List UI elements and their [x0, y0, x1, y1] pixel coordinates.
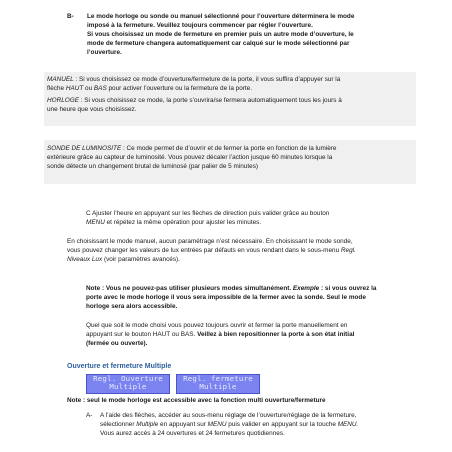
item-a-line1: A l’aide des flèches, accéder au sous-menu réglage de l’ouverture/réglage de la fermeture, [100, 412, 357, 419]
regl-label: Regl. [340, 247, 356, 254]
manual-text-pre: flèche [47, 85, 66, 92]
note1-line1 [86, 284, 426, 293]
para-manual-line3 [67, 255, 427, 264]
item-a-line2-pre: sélectionner [100, 421, 137, 428]
sonde-line3: sonde détecte un changement brutal de luminosé (par palier de 5 minutes) [47, 163, 259, 170]
para-manual-line1: En choisissant le mode manuel, aucun paramétrage n’est nécessaire. En choisissant le mode sonde, [67, 238, 353, 245]
lcd-fermeture-multiple [176, 374, 260, 394]
exemple-label: Exemple [292, 285, 320, 292]
manual-term: MANUEL [47, 76, 74, 83]
note-multi: Note : seul le mode horloge est accessible avec la fonction multi ouverture/fermeture [67, 397, 326, 404]
item-a-line2-mid: en appuyant sur [158, 421, 208, 428]
note1-text: Note : Vous ne pouvez-pas utiliser plusieurs modes simultanément. [86, 285, 293, 292]
item-a-text [100, 411, 430, 438]
item-b-text [87, 12, 427, 57]
horloge-line1 [47, 96, 415, 105]
para-quel-line3: (fermée ou ouverte). [86, 340, 148, 347]
lcd-line2: Multiple [199, 382, 237, 391]
manual-line2 [47, 84, 415, 93]
item-a-marker: A- [86, 412, 93, 419]
lcd-line1: Regl. fermeture [183, 374, 253, 383]
para-c-line2-text: et répétez la même opération pour ajuster les minutes. [104, 219, 262, 226]
haut-label: HAUT [65, 85, 84, 92]
lcd-line2: Multiple [109, 382, 147, 391]
para-manual-sonde [67, 237, 427, 264]
section-heading: Ouverture et fermeture Multiple [67, 363, 172, 370]
note1-tail: : si vous ouvrez la [319, 285, 377, 292]
para-c-line2 [86, 218, 416, 227]
sonde-term: SONDE DE LUMINOSITE [47, 145, 122, 152]
item-b-line: Si vous choisissez un mode de fermeture en premier puis un autre mode d’ouverture, le [87, 31, 354, 38]
mode-manual-horloge-text [47, 75, 415, 114]
mode-sonde-text [47, 144, 415, 171]
para-c [86, 209, 416, 227]
bas-label: BAS [93, 85, 107, 92]
menu-label: MENU [86, 219, 105, 226]
para-manual-line2 [67, 246, 427, 255]
lcd-line1: Regl. Ouverture [93, 374, 163, 383]
item-a-line2-post: puis valider en appuyant sur la touche [226, 421, 338, 428]
item-a-line2 [100, 420, 430, 429]
note1-line3: horloge sera alors accessible. [86, 303, 178, 310]
para-c-line1: C Ajuster l’heure en appuyant sur les flèches de direction puis valider grâce au bouton [86, 210, 330, 217]
manual-text-post: pour activer l’ouverture ou la fermeture de la porte. [106, 85, 253, 92]
sonde-line2: extérieure grâce au capteur de luminosité. Vous pouvez décaler l’action jusque 60 minutes lorsque la [47, 154, 333, 161]
horloge-text-a: : Si vous choisissez ce mode, la porte s’ouvrira/se fermera automatiquement tous les jours à [78, 97, 342, 104]
item-a-line3: Vous aurez accès à 24 ouvertures et 24 fermetures quotidiennes. [100, 430, 285, 437]
menu-label: MENU [207, 421, 227, 428]
niveaux-lux-label: Niveaux Lux [67, 256, 103, 263]
para-manual-line3-text: (voir paramètres avancés). [102, 256, 180, 263]
manual-text-a: : Si vous choisissez ce mode d’ouverture/fermeture de la porte, il vous suffira d’appuyer sur la [73, 76, 341, 83]
item-b-marker: B- [67, 13, 74, 20]
item-b-line: mode de fermeture changera automatiquement car calqué sur le mode sélectionné par [87, 40, 350, 47]
lcd-ouverture-multiple [86, 374, 170, 394]
para-quel-line1: Quel que soit le mode choisi vous pouvez toujours ouvrir et fermer la porte manuellement en [86, 322, 348, 329]
item-b-line: Le mode horloge ou sonde ou manuel sélectionné pour l’ouverture déterminera le mode [87, 13, 355, 20]
menu-label: MENU. [337, 421, 359, 428]
note-simultaneous [86, 284, 426, 311]
note1-line2: porte avec le mode horloge il vous sera impossible de la fermer avec la sonde. Seul le mode [86, 294, 366, 301]
manual-line1 [47, 75, 415, 84]
item-b-line: l’ouverture. [87, 49, 122, 56]
ou-label: ou [83, 85, 94, 92]
item-b-line: imposé à la fermeture. Veuillez toujours commencer par régler l’ouverture. [87, 22, 313, 29]
horloge-term: HORLOGE [47, 97, 79, 104]
multiple-label: Multiple [136, 421, 159, 428]
para-quel-line2 [86, 330, 426, 339]
sonde-line1 [47, 144, 415, 153]
sonde-text-1: : Ce mode permet de d’ouvrir et de fermer la porte en fonction de la lumière [121, 145, 337, 152]
horloge-line2: une heure que vous choisissez. [47, 106, 137, 113]
para-quel-line2-text: appuyant sur le bouton HAUT ou BAS. [86, 331, 198, 338]
para-quel-bold: Veillez à bien repositionner la porte à son état initial [197, 331, 355, 338]
para-quel [86, 321, 426, 348]
para-manual-line2-text: vous pouvez changer les valeurs de lux entrées par défauts en vous rendant dans le sous-menu [67, 247, 341, 254]
